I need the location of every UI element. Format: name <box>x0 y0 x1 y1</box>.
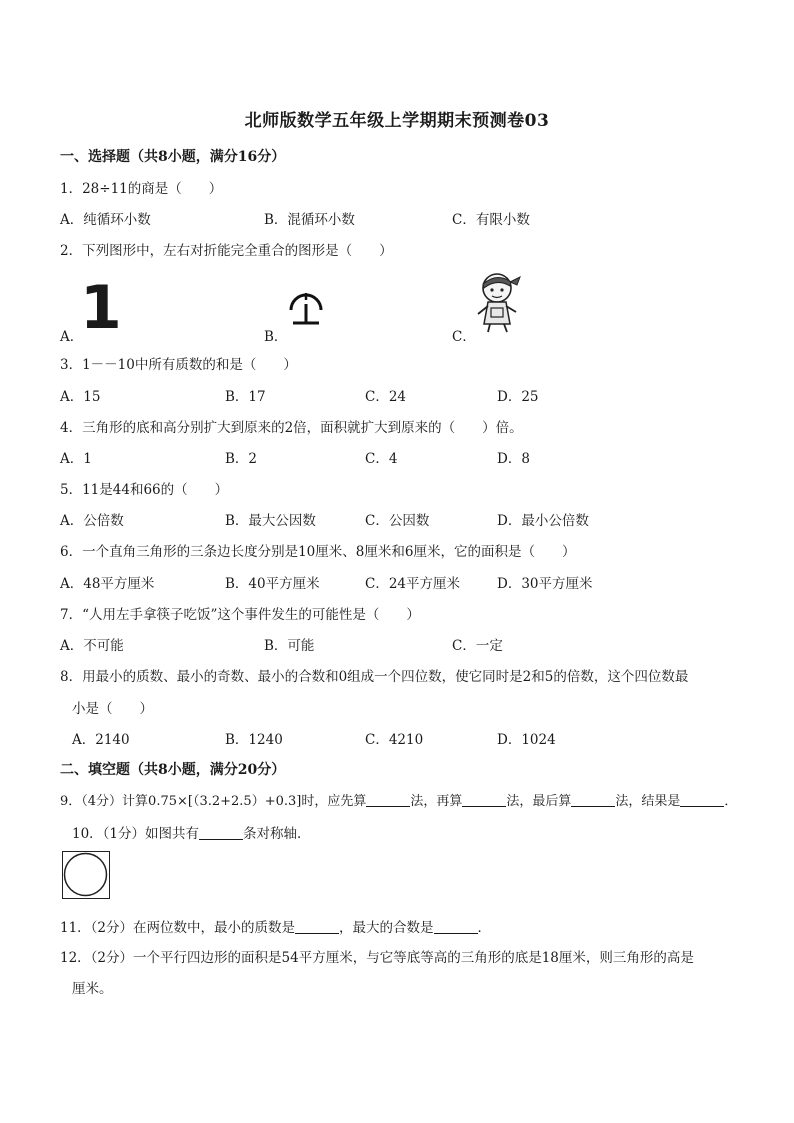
q4-option-d: D．8 <box>497 451 530 467</box>
q6-option-c: C．24平方厘米 <box>365 576 461 592</box>
q1-option-a: A．纯循环小数 <box>60 212 151 228</box>
cartoon-character-figure <box>470 268 526 334</box>
q6-option-b: B．40平方厘米 <box>225 576 320 592</box>
question-7: 7．“人用左手拿筷子吃饭”这个事件发生的可能性是（ ） <box>60 607 420 623</box>
question-2: 2．下列图形中，左右对折能完全重合的图形是（ ） <box>60 243 393 259</box>
q11-text-3: ． <box>477 920 492 936</box>
inscribed-circle <box>63 852 108 897</box>
q4-option-b: B．2 <box>225 451 258 467</box>
digit-one-figure: 1 <box>80 273 122 343</box>
q9-text-2: 法，再算 <box>410 794 463 809</box>
q9-text-5: ． <box>724 794 738 809</box>
q11-text-2: ，最大的合数是 <box>339 920 434 936</box>
q6-option-d: D．30平方厘米 <box>497 576 593 592</box>
q9-text-3: 法，最后算 <box>506 794 572 809</box>
question-8-line-2: 小是（ ） <box>72 701 153 717</box>
q1-option-c: C．有限小数 <box>452 212 530 228</box>
question-10 <box>72 822 311 842</box>
q3-option-d: D．25 <box>497 389 539 405</box>
answer-blank[interactable] <box>680 793 724 807</box>
q3-option-b: B．17 <box>225 389 266 405</box>
question-5: 5．11是44和66的（ ） <box>60 482 229 498</box>
q7-option-b: B．可能 <box>264 638 315 654</box>
question-1: 1．28÷11的商是（ ） <box>60 181 223 197</box>
q4-option-c: C．4 <box>365 451 398 467</box>
answer-blank[interactable] <box>199 826 243 840</box>
question-11 <box>60 916 491 936</box>
square-with-circle-figure <box>62 851 110 899</box>
umbrella-figure <box>287 290 325 332</box>
answer-blank[interactable] <box>295 920 339 934</box>
q7-option-c: C．一定 <box>452 638 503 654</box>
question-6: 6．一个直角三角形的三条边长度分别是10厘米、8厘米和6厘米，它的面积是（ ） <box>60 544 576 560</box>
q9-text-1: 9．（4分）计算0.75×[（3.2+2.5）+0.3]时，应先算 <box>60 794 367 809</box>
q5-option-b: B．最大公因数 <box>225 513 316 529</box>
q2-option-a: A． <box>60 329 84 345</box>
q3-option-c: C．24 <box>365 389 407 405</box>
q2-option-b: B． <box>264 329 288 345</box>
section-heading-fill-in: 二、填空题（共8小题，满分20分） <box>60 762 286 778</box>
question-12-line-2: 厘米。 <box>72 981 113 997</box>
q5-option-d: D．最小公倍数 <box>497 513 589 529</box>
question-8-line-1: 8．用最小的质数、最小的奇数、最小的合数和0组成一个四位数，使它同时是2和5的倍数，这个四位数最 <box>60 669 689 685</box>
q6-option-a: A．48平方厘米 <box>60 576 155 592</box>
q2-option-c: C． <box>452 329 476 345</box>
question-9 <box>60 790 737 809</box>
answer-blank[interactable] <box>366 793 410 807</box>
page-title: 北师版数学五年级上学期期末预测卷03 <box>244 111 550 131</box>
q3-option-a: A．15 <box>60 389 101 405</box>
q4-option-a: A．1 <box>60 451 92 467</box>
answer-blank[interactable] <box>434 920 478 934</box>
q8-option-a: A．2140 <box>72 732 130 748</box>
question-3: 3．1－－10中所有质数的和是（ ） <box>60 357 297 373</box>
question-4: 4．三角形的底和高分别扩大到原来的2倍，面积就扩大到原来的（ ）倍。 <box>60 420 523 436</box>
answer-blank[interactable] <box>571 793 615 807</box>
q9-text-4: 法，结果是 <box>615 794 681 809</box>
q11-text-1: 11．（2分）在两位数中，最小的质数是 <box>60 920 296 936</box>
q1-option-b: B．混循环小数 <box>264 212 355 228</box>
q7-option-a: A．不可能 <box>60 638 124 654</box>
q8-option-d: D．1024 <box>497 732 556 748</box>
q10-text-2: 条对称轴． <box>243 826 311 842</box>
q5-option-c: C．公因数 <box>365 513 430 529</box>
q8-option-b: B．1240 <box>225 732 283 748</box>
answer-blank[interactable] <box>462 793 506 807</box>
q10-text-1: 10．（1分）如图共有 <box>72 826 200 842</box>
q5-option-a: A．公倍数 <box>60 513 124 529</box>
section-heading-choice: 一、选择题（共8小题，满分16分） <box>60 149 286 165</box>
q8-option-c: C．4210 <box>365 732 424 748</box>
question-12-line-1: 12．（2分）一个平行四边形的面积是54平方厘米，与它等底等高的三角形的底是18厘米，则三角形的高是 <box>60 950 694 966</box>
